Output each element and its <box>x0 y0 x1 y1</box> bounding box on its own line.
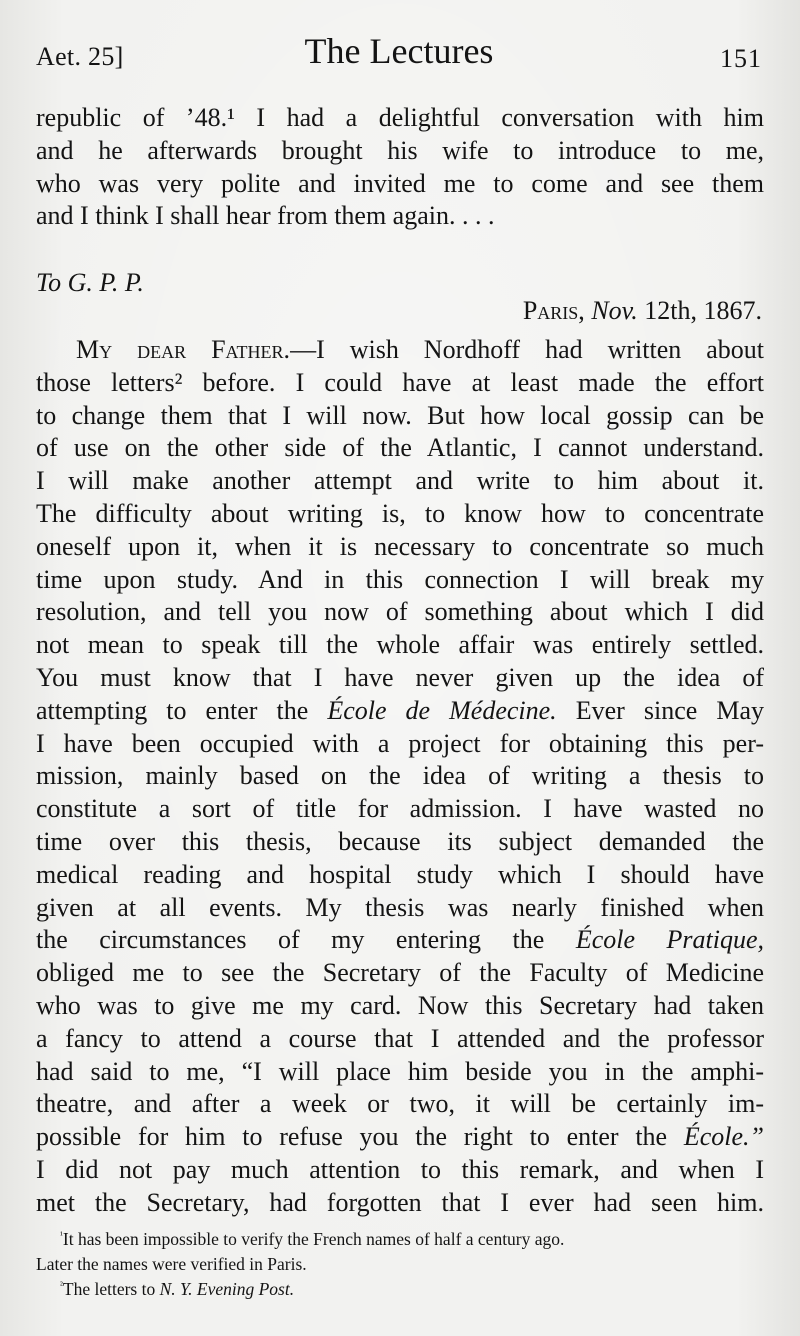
text-line: obliged me to see the Secretary of the Faculty of Medicine <box>36 958 764 988</box>
dateline-month: Nov. <box>591 296 638 325</box>
text-line: the circumstances of my entering the École Pratique, <box>36 925 764 955</box>
text-line: resolution, and tell you now of something about which I did <box>36 597 764 627</box>
text-line: a fancy to attend a course that I attended and the professor <box>36 1023 764 1053</box>
ecole: École.” <box>683 1122 764 1152</box>
letter-salutation: My dear Father. <box>76 335 291 364</box>
text-line: theatre, and after a week or two, it will be certainly im- <box>36 1089 764 1119</box>
text-line: met the Secretary, had forgotten that I ever had seen him. <box>36 1187 764 1217</box>
text-line: time upon study. And in this connection I will break my <box>36 564 764 594</box>
text-line: not mean to speak till the whole affair was entirely settled. <box>36 630 764 660</box>
page-number: 151 <box>720 44 762 73</box>
text-line: oneself upon it, when it is necessary to concentrate so much <box>36 531 764 561</box>
text-line: I have been occupied with a project for obtaining this per- <box>36 728 764 758</box>
text-line: had said to me, “I will place him beside you in the amphi- <box>36 1056 764 1086</box>
running-head-title: The Lectures <box>304 31 494 71</box>
footnote-2: $^{^2}$The letters to N. Y. Evening Post. <box>60 1279 295 1299</box>
text-line: The difficulty about writing is, to know how to concentrate <box>36 498 764 528</box>
text-line: to change them that I will now. But how local gossip can be <box>36 400 764 430</box>
text-line: constitute a sort of title for admission. I have wasted no <box>36 794 764 824</box>
ecole-de-medecine: École de Médecine. <box>327 695 557 725</box>
footnote-mark: ¹ <box>60 1229 63 1241</box>
text-line: My dear Father.—I wish Nordhoff had written about <box>76 335 764 364</box>
letter-dateline <box>523 296 762 326</box>
text-line: those letters² before. I could have at least made the effort <box>36 367 764 397</box>
text-line: who was very polite and invited me to come and see them <box>36 168 764 198</box>
text-line: You must know that I have never given up the idea of <box>36 662 764 692</box>
text-line: who was to give me my card. Now this Secretary had taken <box>36 990 764 1020</box>
footnotes <box>36 1227 764 1302</box>
dateline-place: Paris, <box>522 296 585 325</box>
text-line: mission, mainly based on the idea of writing a thesis to <box>36 761 764 791</box>
text-line: medical reading and hospital study which I should have <box>36 859 764 889</box>
text-line: of use on the other side of the Atlantic, I cannot understand. <box>36 433 764 463</box>
opening-paragraph <box>36 102 764 233</box>
text-line: possible for him to refuse you the right to enter the École.” <box>36 1122 764 1152</box>
text-line: attempting to enter the École de Médecine. Ever since May <box>36 695 764 725</box>
text-line: given at all events. My thesis was nearly finished when <box>36 892 764 922</box>
text-line: time over this thesis, because its subject demanded the <box>36 826 764 856</box>
footnote-mark: ² <box>60 1279 63 1291</box>
text-line: and he afterwards brought his wife to introduce to me, <box>36 135 764 165</box>
footnote-1-continuation: Later the names were verified in Paris. <box>36 1254 307 1274</box>
text-line: I will make another attempt and write to him about it. <box>36 466 764 496</box>
dateline-day-year: 12th, 1867. <box>644 296 762 325</box>
ecole-pratique: École Pratique, <box>575 925 764 955</box>
running-head <box>36 30 762 80</box>
footnote-1: $^{^1}$It has been impossible to verify the French names of half a century ago. <box>60 1229 565 1249</box>
letter-recipient: To G. P. P. <box>36 268 144 297</box>
text-line: I did not pay much attention to this remark, and when I <box>36 1154 764 1184</box>
letter-body <box>36 334 764 1220</box>
running-head-left: Aet. 25] <box>36 42 124 71</box>
text-line: republic of ’48.¹ I had a delightful conversation with him <box>36 103 764 132</box>
text-line: and I think I shall hear from them again. . . . <box>36 201 495 231</box>
